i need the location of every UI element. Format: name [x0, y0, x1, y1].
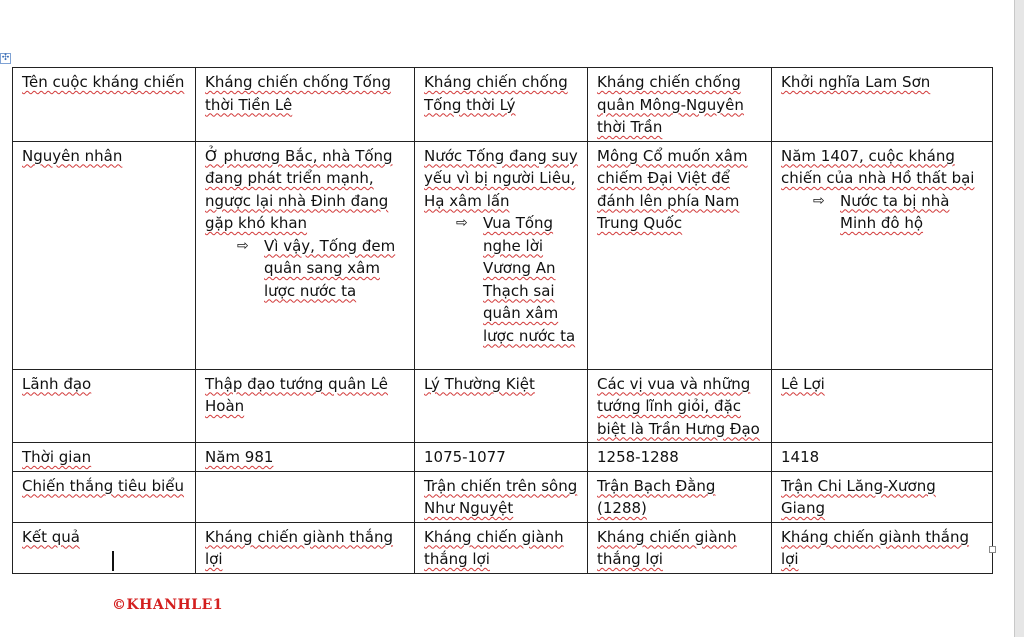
arrow-icon: ⇨ [237, 237, 249, 254]
row-label-cell[interactable] [13, 68, 196, 142]
row-label-cell[interactable] [13, 141, 196, 369]
cell-text: 1418 [781, 448, 820, 466]
table-cell[interactable] [588, 141, 772, 369]
cell-text: Trận Bạch Đằng (1288) [597, 476, 716, 517]
history-table [12, 67, 993, 574]
row-label-cell[interactable] [13, 471, 196, 522]
table-cell[interactable] [588, 369, 772, 443]
cell-text: Nước ta bị nhà Minh đô hộ [840, 191, 950, 232]
cell-text: Nguyên nhân [22, 146, 123, 165]
table-cell[interactable] [415, 141, 588, 369]
table-row [13, 471, 993, 522]
table-row [13, 443, 993, 472]
table-row [13, 369, 993, 443]
cell-text: Kháng chiến giành thắng lợi [424, 527, 564, 568]
table-cell[interactable] [415, 522, 588, 573]
table-cell[interactable] [588, 443, 772, 472]
table-cell[interactable] [772, 471, 993, 522]
table-resize-handle[interactable] [989, 546, 996, 553]
consequence-line [781, 190, 983, 235]
cell-text: Vua Tống nghe lời Vương An Thạch sai quân xâm lược nước ta [483, 214, 576, 345]
arrow-icon: ⇨ [456, 215, 468, 231]
table-row [13, 141, 993, 369]
table-cell[interactable] [415, 471, 588, 522]
cell-text: Năm 1407, cuộc kháng chiến của nhà Hồ thất bại [781, 146, 975, 187]
arrow-icon: ⇨ [813, 192, 825, 209]
table-cell[interactable] [772, 522, 993, 573]
cell-text: Vì vậy, Tống đem quân sang xâm lược nước ta [264, 236, 396, 300]
text-cursor [112, 551, 114, 571]
table-cell[interactable] [588, 68, 772, 142]
window-edge [1014, 0, 1024, 637]
table-cell[interactable] [415, 369, 588, 443]
cell-text: Ở phương Bắc, nhà Tống đang phát triển mạnh, ngược lại nhà Đinh đang gặp khó khan [205, 146, 393, 232]
cell-text: Kháng chiến chống Tống thời Tiền Lê [205, 73, 391, 114]
table-row [13, 522, 993, 573]
cell-text: Thập đạo tướng quân Lê Hoàn [205, 374, 388, 415]
cell-text: Nước Tống đang suy yếu vì bị người Liêu, Hạ xâm lấn [424, 146, 578, 210]
table-cell[interactable] [588, 522, 772, 573]
cell-text: Khởi nghĩa Lam Sơn [781, 73, 931, 91]
consequence-line [424, 212, 578, 347]
table-cell[interactable] [196, 68, 415, 142]
cell-text: 1075-1077 [424, 448, 506, 466]
cell-text: 1258-1288 [597, 448, 679, 466]
cell-text: Kháng chiến giành thắng lợi [205, 527, 394, 568]
table-cell[interactable] [415, 68, 588, 142]
table-cell[interactable] [772, 68, 993, 142]
cell-text: Chiến thắng tiêu biểu [22, 476, 185, 495]
table-cell[interactable] [196, 471, 415, 522]
cell-text: Tên cuộc kháng chiến [22, 73, 185, 91]
cell-text: Năm 981 [205, 448, 274, 466]
table-cell[interactable] [415, 443, 588, 472]
cell-text: Các vị vua và những tướng lĩnh giỏi, đặc biệt là Trần Hưng Đạo [597, 374, 760, 438]
table-cell[interactable] [772, 141, 993, 369]
cell-text: Kháng chiến chống quân Mông-Nguyên thời Trần [597, 73, 744, 136]
cell-text: Kháng chiến chống Tống thời Lý [424, 73, 568, 114]
table-cell[interactable] [772, 443, 993, 472]
row-label-cell[interactable] [13, 443, 196, 472]
table-move-icon[interactable]: ✣ [1, 53, 10, 63]
cell-text: Kết quả [22, 527, 80, 546]
cell-text: Lý Thường Kiệt [424, 374, 535, 393]
table-cell[interactable] [772, 369, 993, 443]
row-label-cell[interactable] [13, 369, 196, 443]
cell-text: Lãnh đạo [22, 374, 92, 393]
cell-text: Thời gian [22, 448, 92, 466]
table-cell[interactable] [196, 141, 415, 369]
table-cell[interactable] [196, 522, 415, 573]
cell-text: Trận Chi Lăng-Xương Giang [781, 476, 936, 517]
table-cell[interactable] [588, 471, 772, 522]
table-row [13, 68, 993, 142]
cell-text: Mông Cổ muốn xâm chiếm Đại Việt để đánh lên phía Nam Trung Quốc [597, 146, 748, 232]
watermark: ©KHANHLE1 [112, 597, 224, 613]
table-cell[interactable] [196, 443, 415, 472]
cell-text: Kháng chiến giành thắng lợi [781, 527, 970, 568]
cell-text: Trận chiến trên sông Như Nguyệt [424, 476, 578, 517]
table-cell[interactable] [196, 369, 415, 443]
row-label-cell[interactable] [13, 522, 196, 573]
cell-text: Kháng chiến giành thắng lợi [597, 527, 737, 568]
consequence-line [205, 235, 405, 303]
cell-text: Lê Lợi [781, 374, 825, 393]
